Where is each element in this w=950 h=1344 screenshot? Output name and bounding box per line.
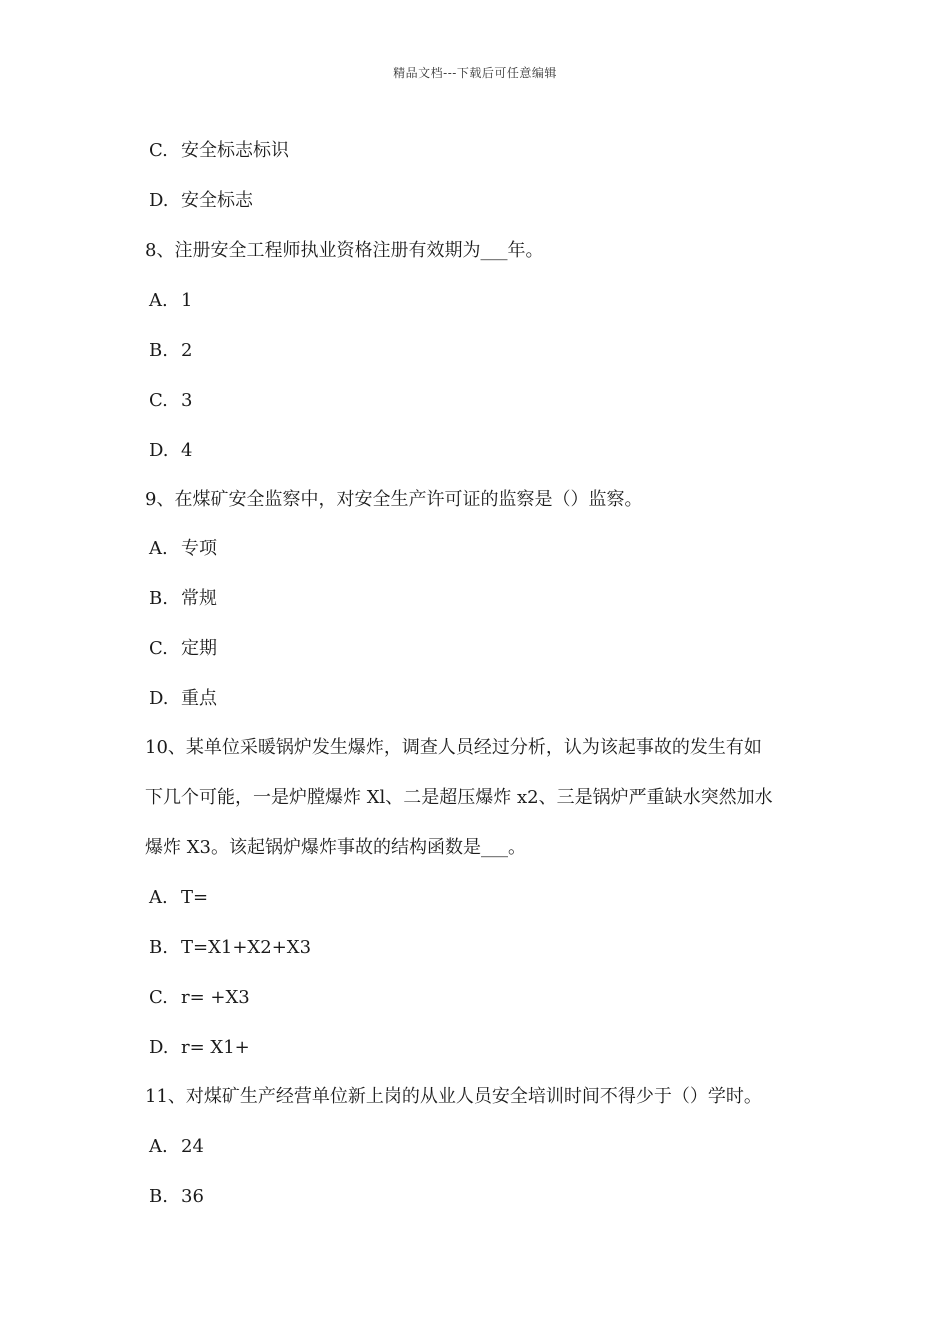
option-letter: D. xyxy=(149,190,169,211)
option-text: 36 xyxy=(181,1186,204,1207)
option-letter: C. xyxy=(149,390,168,411)
option-line xyxy=(149,637,217,661)
option-line xyxy=(149,289,192,313)
option-letter: C. xyxy=(149,987,168,1008)
option-text: 安全标志标识 xyxy=(181,140,289,161)
option-text: 专项 xyxy=(181,538,217,559)
option-line xyxy=(149,439,192,463)
option-line xyxy=(149,1036,250,1060)
question-11: 11、对煤矿生产经营单位新上岗的从业人员安全培训时间不得少于（）学时。 xyxy=(145,1086,762,1107)
option-letter: B. xyxy=(149,588,168,609)
option-text: 安全标志 xyxy=(181,190,253,211)
option-text: T=X1+X2+X3 xyxy=(181,937,312,958)
page-header: 精品文档---下载后可任意编辑 xyxy=(393,66,557,80)
question-10-line-2: 下几个可能，一是炉膛爆炸 Xl、二是超压爆炸 x2、三是锅炉严重缺水突然加水 xyxy=(145,787,773,808)
option-line xyxy=(149,886,208,910)
option-text: 常规 xyxy=(181,588,217,609)
option-line xyxy=(149,537,217,561)
option-letter: A. xyxy=(149,887,168,908)
option-text: 24 xyxy=(181,1136,204,1157)
option-line xyxy=(149,936,311,960)
option-line xyxy=(149,1185,204,1209)
option-letter: B. xyxy=(149,1186,168,1207)
option-letter: D. xyxy=(149,1037,169,1058)
option-text: 定期 xyxy=(181,638,217,659)
option-text: 4 xyxy=(181,440,193,461)
option-line xyxy=(149,189,253,213)
option-letter: A. xyxy=(149,538,168,559)
option-letter: D. xyxy=(149,440,169,461)
option-line xyxy=(149,139,289,163)
option-letter: A. xyxy=(149,1136,168,1157)
option-letter: A. xyxy=(149,290,168,311)
option-letter: B. xyxy=(149,340,168,361)
option-letter: C. xyxy=(149,638,168,659)
option-text: r= +X3 xyxy=(181,987,250,1008)
option-text: r= X1+ xyxy=(181,1037,250,1058)
option-line xyxy=(149,1135,204,1159)
option-text: 重点 xyxy=(181,688,217,709)
option-line xyxy=(149,339,192,363)
question-10-line-1: 10、某单位采暖锅炉发生爆炸，调查人员经过分析，认为该起事故的发生有如 xyxy=(145,737,762,758)
option-text: 1 xyxy=(181,290,193,311)
option-line xyxy=(149,587,217,611)
question-9: 9、在煤矿安全监察中，对安全生产许可证的监察是（）监察。 xyxy=(145,489,643,510)
question-10-line-3: 爆炸 X3。该起锅炉爆炸事故的结构函数是___。 xyxy=(145,837,526,858)
option-text: T= xyxy=(181,887,209,908)
option-letter: C. xyxy=(149,140,168,161)
option-text: 3 xyxy=(181,390,193,411)
option-text: 2 xyxy=(181,340,193,361)
option-letter: B. xyxy=(149,937,168,958)
option-line xyxy=(149,389,192,413)
option-line xyxy=(149,687,217,711)
question-8: 8、注册安全工程师执业资格注册有效期为___年。 xyxy=(145,240,544,261)
option-line xyxy=(149,986,250,1010)
option-letter: D. xyxy=(149,688,169,709)
